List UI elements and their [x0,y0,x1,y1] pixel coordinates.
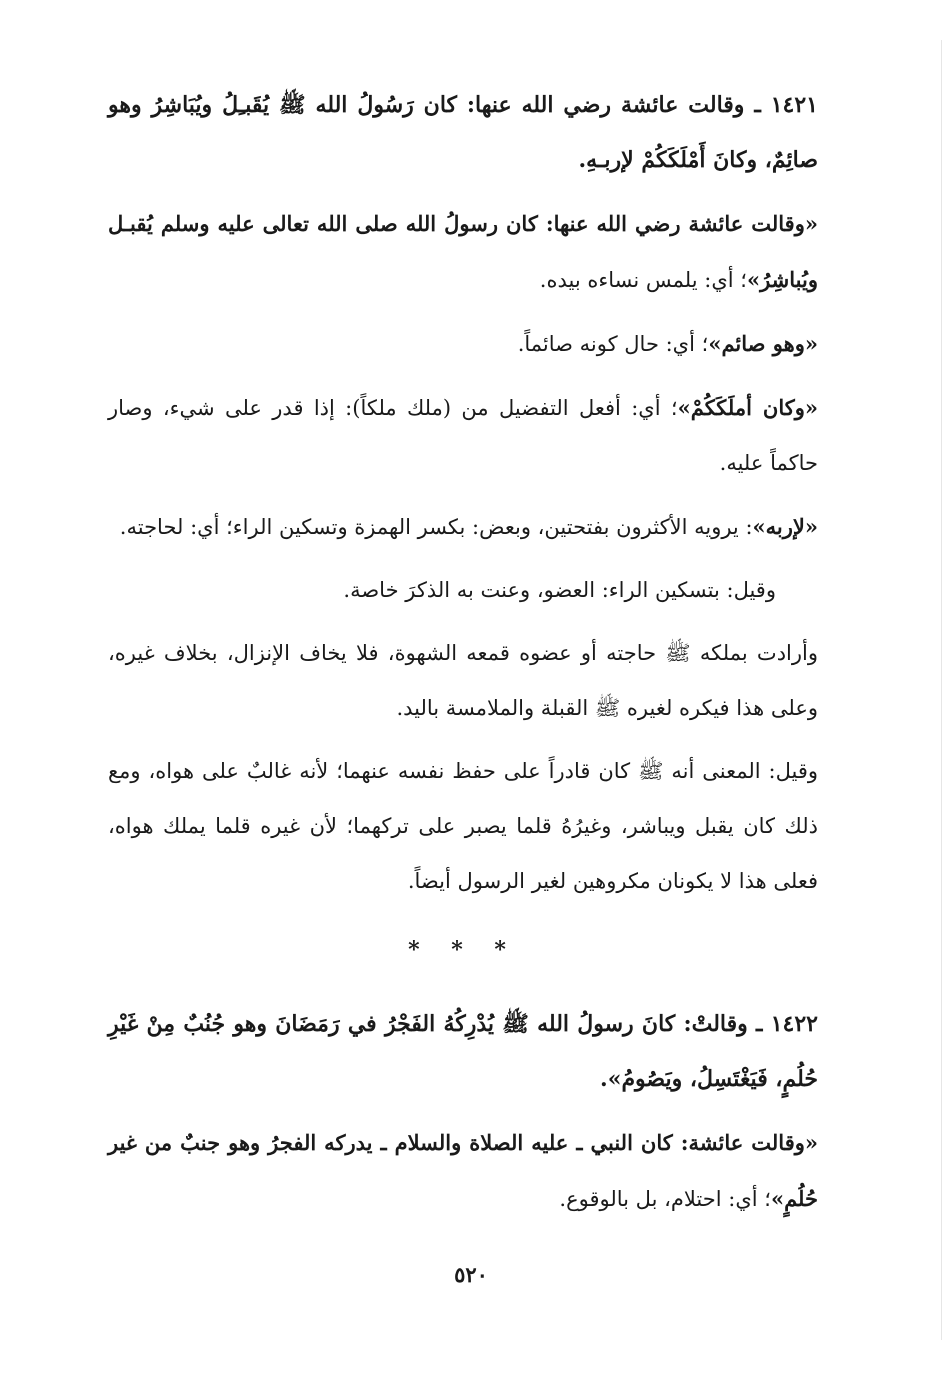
page-content [108,78,818,1235]
commentary-text: ؛ أي: احتلام، بل بالوقوع. [559,1187,771,1211]
commentary-paragraph [108,499,818,555]
commentary-quote: «وقالت عائشة: كان النبي ـ عليه الصلاة والسلام ـ يدركه الفجرُ وهو جنبٌ من غير حُلُمٍ» [108,1130,818,1211]
commentary-paragraph [108,744,818,909]
commentary-text: وقيل: بتسكين الراء: العضو، وعنت به الذكرَ خاصة. [343,578,776,602]
hadith-text: ـ وقالت عائشة رضي الله عنها: كان رَسُولُ الله ﷺ يُقَبـِلُ ويُبَاشِرُ وهو صائِمٌ، وكانَ أَمْلَكَكُمْ لإربـهِ. [108,92,818,173]
commentary-text: ؛ أي: يلمس نساءه بيده. [539,268,747,292]
commentary-quote: «لإربه» [752,514,818,539]
commentary-paragraph [108,196,818,308]
hadith-number: ١٤٢١ [770,92,818,118]
commentary-paragraph [108,316,818,372]
commentary-text: ؛ أي: حال كونه صائماً. [517,332,709,356]
commentary-paragraph [108,1115,818,1227]
hadith-1422 [108,997,818,1107]
commentary-quote: «وهو صائم» [708,331,818,356]
hadith-number: ١٤٢٢ [770,1011,818,1037]
commentary-paragraph [108,380,818,491]
commentary-text: وأرادت بملكه ﷺ حاجته أو عضوه قمعه الشهوة، فلا يخاف الإنزال، بخلاف غيره، وعلى هذا فيكره لغيره ﷺ القبلة والملامسة باليد. [108,641,818,720]
commentary-paragraph [108,626,818,736]
page-number: ٥٢٠ [454,1262,488,1287]
commentary-quote: «وقالت عائشة رضي الله عنها: كان رسولُ الله صلى الله تعالى عليه وسلم يُقبـل ويُباشِرُ» [108,211,818,292]
commentary-text: ؛ أي: أفعل التفضيل من (ملك ملكاً): إذا قدر على شيء، وصار حاكماً عليه. [108,396,818,475]
commentary-text: وقيل: المعنى أنه ﷺ كان قادراً على حفظ نفسه عنهما؛ لأنه غالبٌ على هواه، ومع ذلك كان يقبل ويباشر، وغيرُهُ قلما يصبر على تركهما؛ لأن غيره قلما يملك هواه، فعلى هذا لا يكونان مكروهين لغير الرسول أيضاً. [108,759,818,893]
commentary-quote: «وكان أملَكَكُمْ» [677,395,819,420]
commentary-text: : يرويه الأكثرون بفتحتين، وبعض: بكسر الهمزة وتسكين الراء؛ أي: لحاجته. [119,515,753,539]
commentary-paragraph [108,563,818,618]
section-separator: * * * [408,937,518,963]
hadith-1421 [108,78,818,188]
hadith-text: ـ وقالتْ: كانَ رسولُ الله ﷺ يُدْرِكُهُ الفَجْرُ في رَمَضَانَ وهو جُنُبٌ مِنْ غَيْرِ حُلُمٍ، فَيَغْتَسِلُ، ويَصُومُ». [108,1011,818,1092]
